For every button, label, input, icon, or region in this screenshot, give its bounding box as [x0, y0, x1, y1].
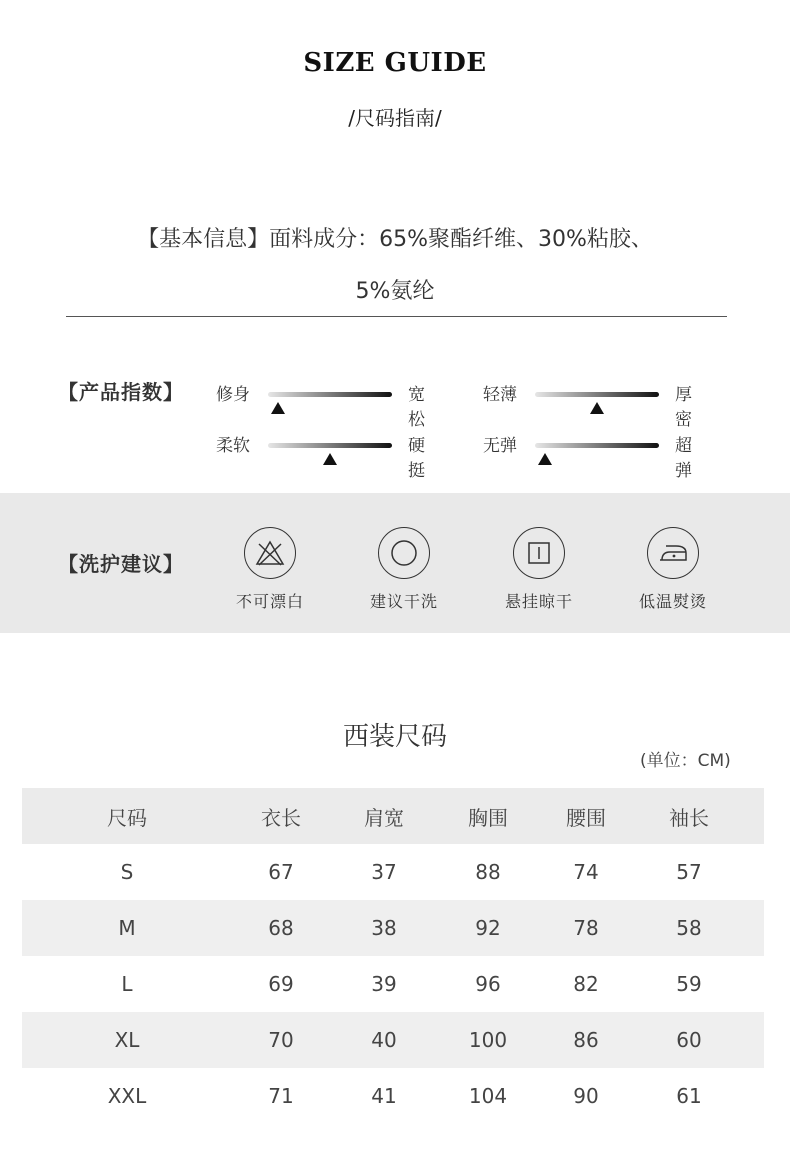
table-cell: 90	[573, 1084, 599, 1108]
care-item-dry-clean	[344, 527, 464, 612]
slider-left-label: 轻薄	[483, 385, 517, 405]
care-label: 【洗护建议】	[58, 552, 184, 576]
table-cell: 71	[268, 1084, 294, 1108]
table-cell: 92	[438, 900, 538, 956]
page-title: SIZE GUIDE	[303, 48, 487, 78]
basic-info-line-1: 【基本信息】面料成分：65%聚酯纤维、30%粘胶、	[137, 227, 653, 252]
slider-bar	[535, 392, 659, 397]
table-cell: 58	[634, 900, 744, 956]
care-item-label: 建议干洗	[369, 592, 438, 611]
no-bleach-icon	[244, 527, 296, 579]
slider-right-label: 厚密	[675, 385, 692, 430]
slider-bar	[535, 443, 659, 448]
table-cell: 39	[371, 972, 397, 996]
table-cell: 57	[676, 860, 702, 884]
page-subtitle: /尺码指南/	[348, 106, 442, 130]
table-cell: 78	[538, 900, 634, 956]
table-cell-spacer	[744, 956, 764, 1012]
size-chart-title: 西装尺码	[342, 722, 447, 752]
table-cell: 37	[371, 860, 397, 884]
care-item-label: 低温熨烫	[638, 592, 707, 611]
slider-softness	[216, 431, 425, 481]
table-cell: 60	[634, 1012, 744, 1068]
table-cell: 86	[538, 1012, 634, 1068]
table-row	[22, 900, 764, 956]
table-header-cell: 袖长	[634, 788, 744, 844]
care-item-label: 悬挂晾干	[504, 592, 573, 611]
slider-marker-icon	[538, 453, 552, 465]
slider-fit	[216, 380, 425, 430]
table-cell: 82	[573, 972, 599, 996]
table-cell: 38	[330, 900, 438, 956]
table-cell: 100	[438, 1012, 538, 1068]
slider-left-label: 修身	[216, 385, 250, 405]
table-cell-spacer	[744, 1012, 764, 1068]
table-cell: 40	[330, 1012, 438, 1068]
table-cell: 74	[573, 860, 599, 884]
table-row	[22, 956, 764, 1012]
slider-marker-icon	[323, 453, 337, 465]
table-cell: S	[120, 860, 134, 884]
slider-marker-icon	[590, 402, 604, 414]
care-item-no-bleach	[210, 527, 330, 612]
table-cell: XXL	[107, 1084, 147, 1108]
care-item-hang-dry	[479, 527, 599, 612]
table-cell: 96	[475, 972, 501, 996]
table-cell: 41	[371, 1084, 397, 1108]
hang-dry-icon	[513, 527, 565, 579]
table-row	[22, 1068, 764, 1124]
table-cell-spacer	[744, 1068, 764, 1124]
table-header-cell: 肩宽	[330, 788, 438, 844]
table-cell: 68	[232, 900, 330, 956]
table-cell: 70	[232, 1012, 330, 1068]
basic-info-line-2: 5%氨纶	[355, 279, 435, 304]
slider-marker-icon	[271, 402, 285, 414]
table-cell: 67	[268, 860, 294, 884]
table-cell: XL	[22, 1012, 232, 1068]
divider	[66, 316, 727, 317]
table-row	[22, 844, 764, 900]
dry-clean-icon	[378, 527, 430, 579]
basic-info	[70, 214, 720, 318]
table-cell: 59	[676, 972, 702, 996]
slider-bar	[268, 392, 392, 397]
table-cell: L	[121, 972, 133, 996]
slider-right-label: 硬挺	[408, 436, 425, 481]
slider-left-label: 无弹	[483, 436, 517, 456]
table-cell: 69	[268, 972, 294, 996]
table-cell-spacer	[744, 844, 764, 900]
care-item-label: 不可漂白	[235, 592, 304, 611]
care-item-low-iron	[613, 527, 733, 612]
table-cell: 88	[475, 860, 501, 884]
slider-bar	[268, 443, 392, 448]
slider-right-label: 超弹	[675, 436, 692, 481]
table-cell: M	[22, 900, 232, 956]
slider-right-label: 宽松	[408, 385, 425, 430]
slider-thickness	[483, 380, 692, 430]
slider-elasticity	[483, 431, 692, 481]
table-header-cell: 衣长	[232, 788, 330, 844]
table-header-cell: 腰围	[538, 788, 634, 844]
low-iron-icon	[647, 527, 699, 579]
table-cell-spacer	[744, 900, 764, 956]
table-cell-spacer	[744, 788, 764, 844]
size-table	[22, 788, 764, 1124]
table-cell: 104	[468, 1084, 508, 1108]
table-cell: 61	[676, 1084, 702, 1108]
table-row	[22, 1012, 764, 1068]
table-header-row	[22, 788, 764, 844]
product-index-label: 【产品指数】	[58, 380, 184, 404]
slider-left-label: 柔软	[216, 436, 250, 456]
table-header-cell: 胸围	[438, 788, 538, 844]
unit-label: (单位：CM)	[640, 751, 731, 771]
table-header-cell: 尺码	[22, 788, 232, 844]
